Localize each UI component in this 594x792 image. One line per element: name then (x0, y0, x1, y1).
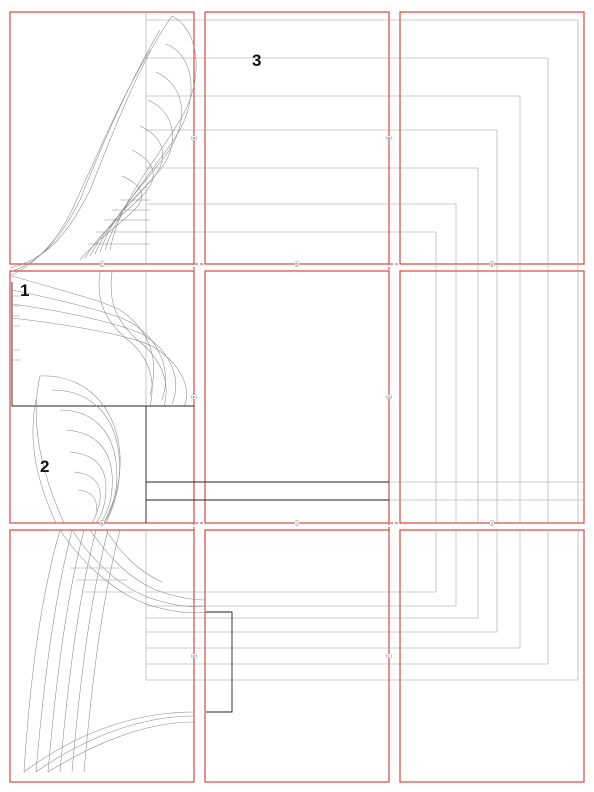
marker-h (99, 520, 104, 525)
piece-1-block (12, 270, 194, 523)
svg-text:J: J (491, 520, 493, 526)
piece-label-3: 3 (252, 51, 262, 70)
marker-j (489, 520, 494, 525)
marker-l (386, 653, 391, 658)
svg-text:C: C (100, 261, 104, 267)
tile-r1c2 (205, 12, 389, 264)
piece-bottom-lines (24, 530, 578, 772)
piece-3-curves (10, 16, 196, 276)
piece-3-top-lines (146, 12, 578, 523)
tile-r2c2 (205, 271, 389, 523)
svg-text:L: L (387, 653, 391, 659)
marker-f (191, 394, 196, 399)
tile-r1c3 (400, 12, 584, 264)
svg-text:K: K (192, 653, 196, 659)
tile-r2c3 (400, 271, 584, 523)
piece-label-2: 2 (40, 457, 50, 476)
piece-label-1: 1 (20, 281, 30, 300)
marker-i (294, 520, 299, 525)
marker-e (489, 261, 494, 266)
svg-text:A: A (192, 135, 196, 141)
marker-c (99, 261, 104, 266)
marker-d (294, 261, 299, 266)
svg-text:G: G (387, 394, 391, 400)
svg-text:D: D (295, 261, 299, 267)
svg-text:B: B (387, 135, 391, 141)
tile-r3c3 (400, 530, 584, 782)
tile-r3c2 (205, 530, 389, 782)
tile-r2c1 (10, 271, 194, 523)
marker-b (386, 135, 391, 140)
marker-a (191, 135, 196, 140)
tile-r1c1 (10, 12, 194, 264)
marker-k (191, 653, 196, 658)
svg-text:F: F (192, 394, 196, 400)
svg-text:E: E (490, 261, 494, 267)
svg-text:I: I (296, 520, 298, 526)
marker-g (386, 394, 391, 399)
piece-2-curves (33, 376, 584, 523)
svg-text:H: H (100, 520, 104, 526)
